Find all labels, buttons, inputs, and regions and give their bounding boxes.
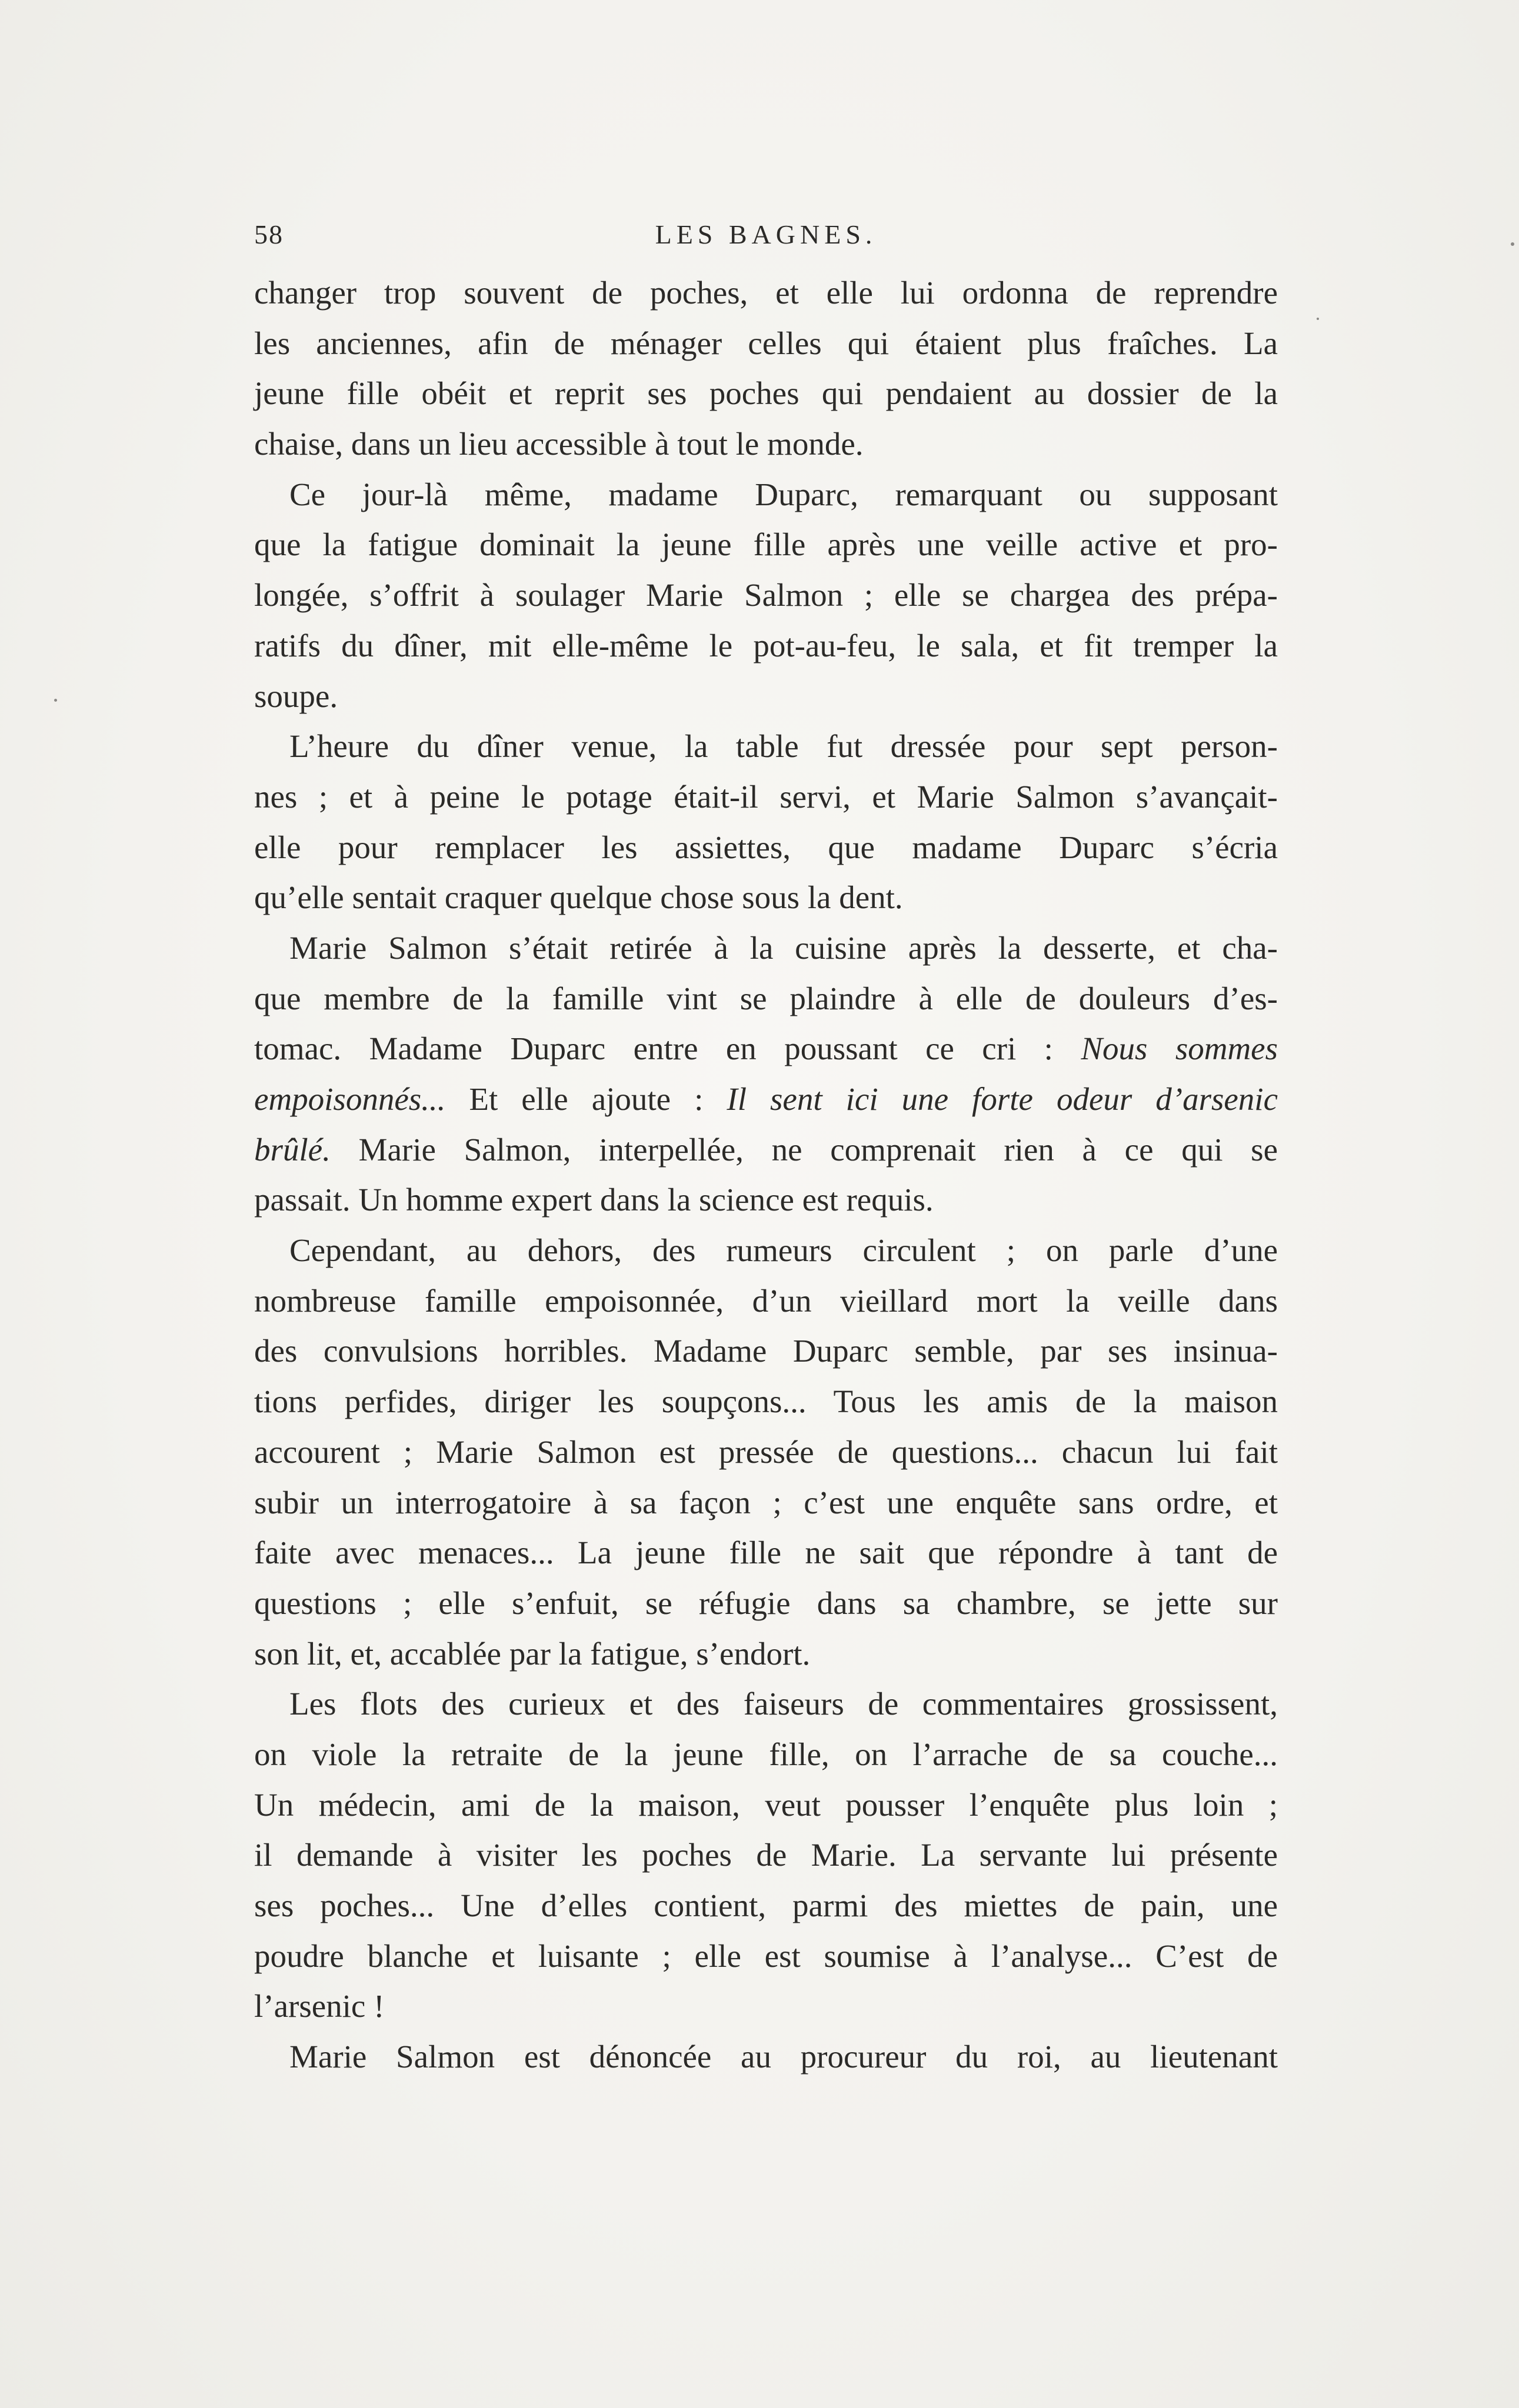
text-line: chaise, dans un lieu accessible à tout le monde. (254, 426, 864, 462)
text-line: il demande à visiter les poches de Marie. La servante lui présente (254, 1837, 1278, 1873)
body-text (254, 268, 1278, 2082)
paper-speck (1317, 318, 1319, 320)
text-line: on viole la retraite de la jeune fille, on l’arrache de sa couche... (254, 1736, 1278, 1772)
text-line: son lit, et, accablée par la fatigue, s’endort. (254, 1635, 811, 1672)
italic-quote: Nous sommes (1081, 1030, 1278, 1067)
text-line: accourent ; Marie Salmon est pressée de questions... chacun lui fait (254, 1433, 1278, 1470)
text-line: subir un interrogatoire à sa façon ; c’est une enquête sans ordre, et (254, 1484, 1278, 1520)
paper-speck (1511, 242, 1514, 246)
text-line: passait. Un homme expert dans la science est requis. (254, 1182, 934, 1218)
text-line: questions ; elle s’enfuit, se réfugie dans sa chambre, se jette sur (254, 1585, 1278, 1621)
paragraph-start-line: Les flots des curieux et des faiseurs de commentaires grossissent, (289, 1686, 1278, 1722)
text-line: elle pour remplacer les assiettes, que madame Duparc s’écria (254, 829, 1278, 865)
running-title: LES BAGNES. (655, 219, 877, 249)
text-line: l’arsenic ! (254, 1988, 385, 2025)
paragraph-start-line: Marie Salmon s’était retirée à la cuisine après la desserte, et cha- (289, 929, 1278, 966)
text-line: qu’elle sentait craquer quelque chose sous la dent. (254, 879, 903, 916)
text-line: des convulsions horribles. Madame Duparc semble, par ses insinua- (254, 1333, 1278, 1369)
italic-quote: empoisonnés... (254, 1081, 446, 1117)
text-line: poudre blanche et luisante ; elle est soumise à l’analyse... C’est de (254, 1937, 1278, 1974)
text-line: tions perfides, diriger les soupçons... Tous les amis de la maison (254, 1383, 1278, 1420)
paragraph-start-line: Cependant, au dehors, des rumeurs circulent ; on parle d’une (289, 1232, 1278, 1269)
text-line: soupe. (254, 678, 338, 714)
text-line: ratifs du dîner, mit elle-même le pot-au-feu, le sala, et fit tremper la (254, 627, 1278, 663)
paragraph-start-line: L’heure du dîner venue, la table fut dressée pour sept person- (289, 728, 1278, 765)
paper-speck (54, 699, 57, 702)
text-line: tomac. Madame Duparc entre en poussant ce cri : Nous sommes (254, 1030, 1278, 1067)
text-line: nes ; et à peine le potage était-il servi, et Marie Salmon s’avançait- (254, 778, 1278, 815)
text-line: Un médecin, ami de la maison, veut pousser l’enquête plus loin ; (254, 1786, 1278, 1823)
text-line: faite avec menaces... La jeune fille ne sait que répondre à tant de (254, 1535, 1278, 1571)
text-line: nombreuse famille empoisonnée, d’un vieillard mort la veille dans (254, 1282, 1278, 1319)
text-line: changer trop souvent de poches, et elle lui ordonna de reprendre (254, 275, 1278, 311)
text-line: brûlé. Marie Salmon, interpellée, ne comprenait rien à ce qui se (254, 1131, 1278, 1168)
text-line: les anciennes, afin de ménager celles qui étaient plus fraîches. La (254, 325, 1278, 361)
page-number: 58 (254, 219, 284, 249)
text-line: longée, s’offrit à soulager Marie Salmon ; elle se chargea des prépa- (254, 577, 1278, 613)
text-line: que membre de la famille vint se plaindre à elle de douleurs d’es- (254, 980, 1278, 1016)
italic-quote: brûlé. (254, 1131, 331, 1168)
page-header (254, 219, 1278, 254)
text-line: ses poches... Une d’elles contient, parmi des miettes de pain, une (254, 1887, 1278, 1923)
paragraph-start-line: Marie Salmon est dénoncée au procureur du roi, au lieutenant (289, 2039, 1278, 2075)
paragraph-start-line: Ce jour-là même, madame Duparc, remarquant ou supposant (289, 476, 1278, 512)
text-line: que la fatigue dominait la jeune fille après une veille active et pro- (254, 526, 1278, 563)
italic-quote: Il sent ici une forte odeur d’arsenic (727, 1081, 1278, 1117)
text-line: jeune fille obéit et reprit ses poches qui pendaient au dossier de la (254, 375, 1278, 412)
text-line: empoisonnés... Et elle ajoute : Il sent ici une forte odeur d’arsenic (254, 1081, 1278, 1117)
